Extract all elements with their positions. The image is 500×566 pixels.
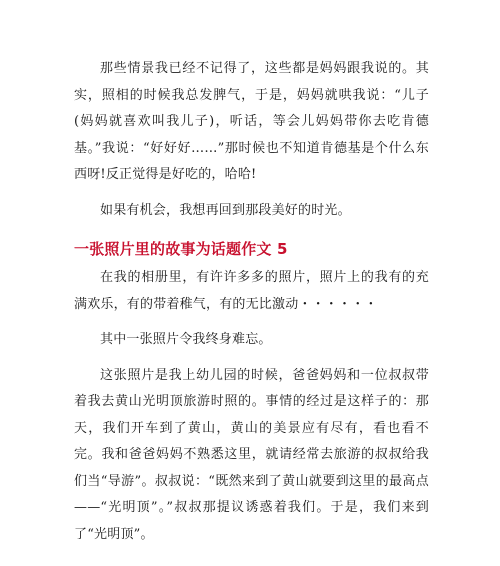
paragraph-unforgettable: 其中一张照片令我终身难忘。	[100, 332, 272, 347]
section-heading: 一张照片里的故事为话题作文 5	[74, 240, 288, 258]
paragraph-album: 在我的相册里，有许许多多的照片，照片上的我有的充满欢乐，有的带着稚气，有的无比激动・・・・・・	[74, 270, 429, 312]
paragraph-memory: 那些情景我已经不记得了，这些都是妈妈跟我说的。其实，照相的时候我总发脾气，于是，妈妈就哄我说：“儿子(妈妈就喜欢叫我儿子)，听话，等会儿妈妈带你去吃肯德基。”我说：“好好好……”那时候也不知道肯德基是个什么东西呀!反正觉得是好吃的，哈哈!	[74, 61, 429, 182]
paragraph-wish: 如果有机会，我想再回到那段美好的时光。	[100, 202, 351, 218]
paragraph-story: 这张照片是我上幼儿园的时候，爸爸妈妈和一位叔叔带着我去黄山光明顶旅游时照的。事情的经过是这样子的：那天，我们开车到了黄山，黄山的美景应有尽有，看也看不完。我和爸爸妈妈不熟悉这里，就请经常去旅游的叔叔给我们当“导游”。叔叔说：“既然来到了黄山就要到这里的最高点——“光明顶”。”叔叔那提议诱惑着我们。于是，我们来到了“光明顶”。	[74, 367, 429, 542]
document-page	[74, 56, 429, 548]
